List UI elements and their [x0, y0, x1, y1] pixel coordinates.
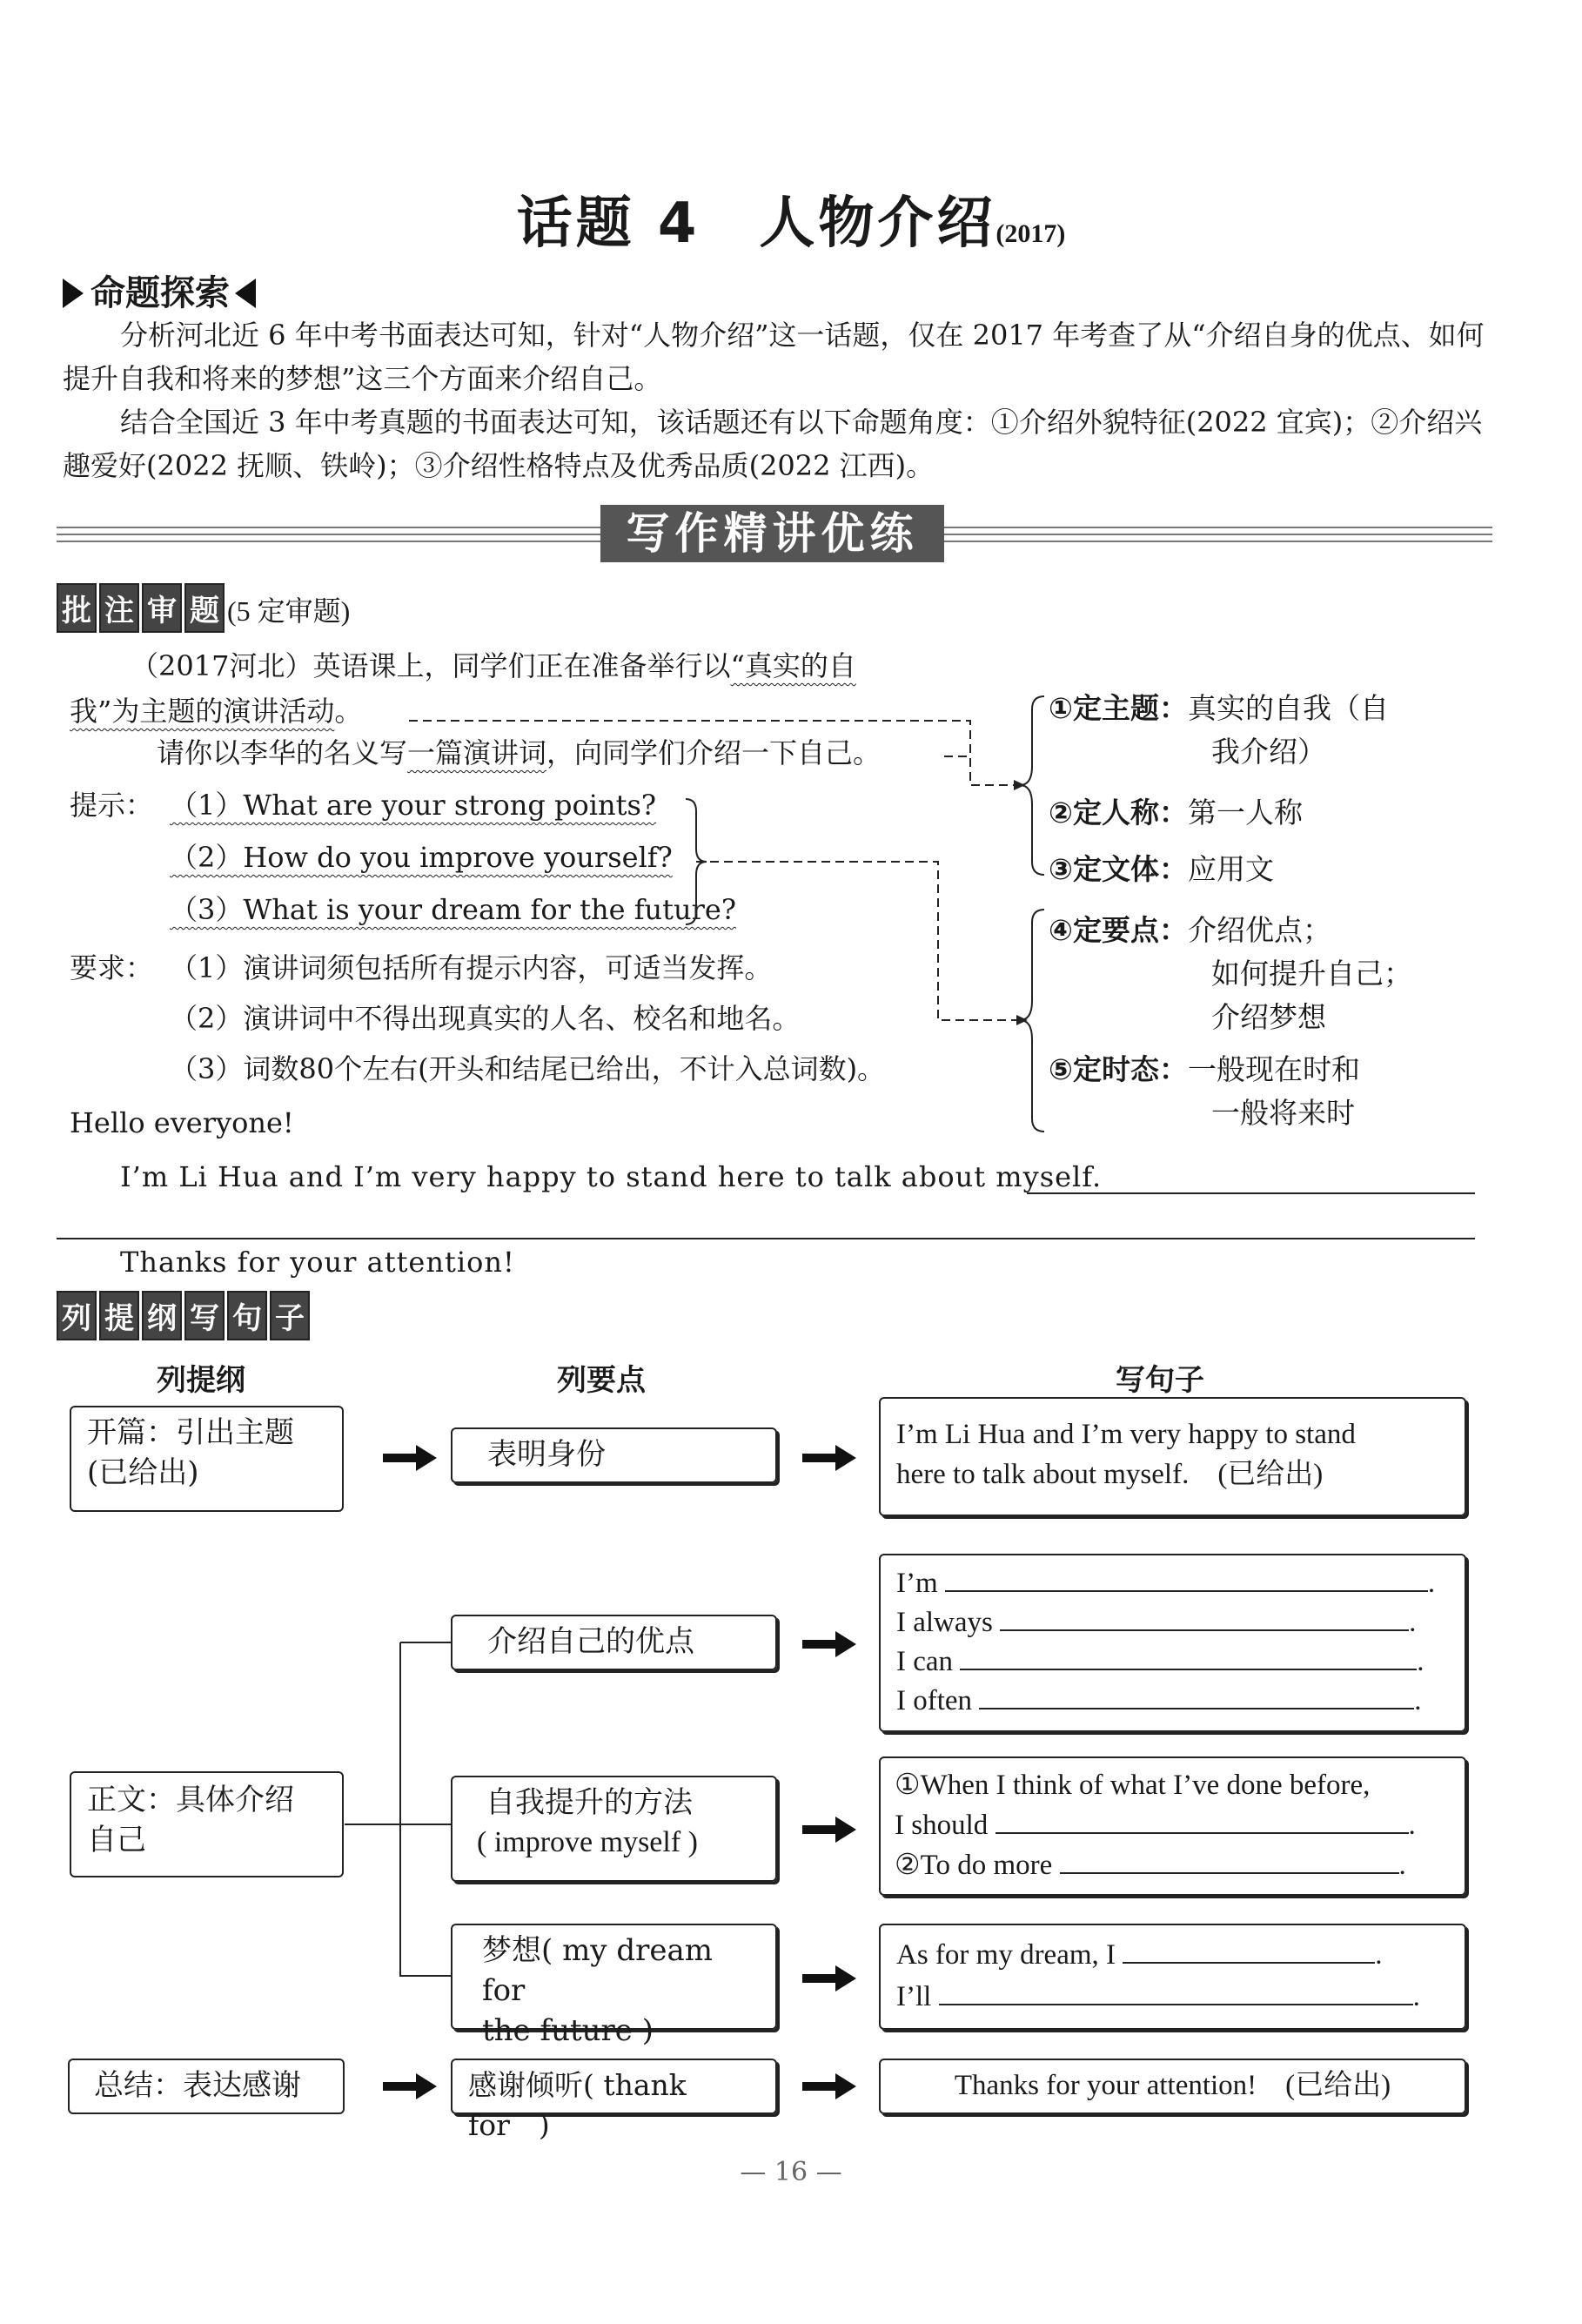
point-text: ( improve myself ): [477, 1826, 698, 1858]
outline-text: 正文：具体介绍: [87, 1783, 294, 1817]
period: .: [1398, 1850, 1406, 1881]
prompt-text: 。: [334, 695, 363, 728]
period: .: [1408, 1810, 1416, 1841]
sentence-starter: I often: [896, 1685, 973, 1716]
annotation-key: ④定要点：: [1049, 913, 1188, 947]
annotation-key: ③定文体：: [1049, 852, 1188, 886]
exploration-paragraph-1: 分析河北近 6 年中考书面表达可知，针对“人物介绍”这一话题，仅在 2017 年考查了从“介绍自身的优点、如何提升自我和将来的梦想”这三个方面来介绍自己。: [63, 319, 1485, 395]
tag-char: 提: [99, 1291, 139, 1340]
tag-char: 题: [184, 583, 225, 633]
page-number: — 16 —: [740, 2157, 842, 2187]
sentence-text: I’m Li Hua and I’m very happy to stand: [896, 1419, 1356, 1450]
sentence-starter: I always: [896, 1607, 993, 1638]
requirement-item: （3）词数80个左右(开头和结尾已给出，不计入总词数)。: [170, 1052, 886, 1085]
tag-char: 批: [57, 583, 97, 633]
annotation-key: ⑤定时态：: [1049, 1052, 1188, 1086]
hint-text: （2）How do you improve yourself?: [170, 841, 673, 874]
annotation-value: 介绍优点；: [1187, 913, 1331, 947]
annotation-value: 一般现在时和: [1187, 1052, 1360, 1086]
tag-char: 子: [270, 1291, 310, 1340]
arrow-right-icon: [383, 2073, 437, 2099]
prompt-genre: 一篇演讲词: [407, 736, 547, 769]
arrow-right-icon: [802, 2073, 856, 2099]
sentence-starter: I should: [895, 1810, 989, 1841]
point-text: 介绍自己的优点: [487, 1624, 694, 1659]
requirement-label: 要求：: [70, 951, 154, 984]
requirement-item: （1）演讲词须包括所有提示内容，可适当发挥。: [170, 951, 773, 984]
hint-label: 提示：: [70, 789, 154, 822]
closing-line: Thanks for your attention!: [120, 1246, 515, 1279]
period: .: [1412, 1981, 1420, 2012]
annotation-value: 真实的自我（自: [1187, 691, 1389, 725]
title-year: (2017): [995, 219, 1066, 248]
annotation-key: ②定人称：: [1049, 796, 1188, 830]
sentence-starter: I’ll: [896, 1981, 932, 2012]
sentence-starter: I’m: [896, 1568, 938, 1599]
point-text: 梦想( my dream for: [482, 1933, 713, 2008]
tag-subtitle: (5 定审题): [227, 595, 351, 627]
tag-char: 审: [142, 583, 182, 633]
hint-text: （1）What are your strong points?: [170, 789, 657, 822]
point-text: the future ): [482, 2013, 654, 2048]
sentence-starter: As for my dream, I: [896, 1939, 1116, 1971]
prompt-text: （2017河北）英语课上，同学们正在准备举行以: [131, 649, 731, 682]
tag-char: 纲: [142, 1291, 182, 1340]
tag-char: 句: [227, 1291, 267, 1340]
point-text: 表明身份: [487, 1437, 606, 1472]
hint-text: （3）What is your dream for the future?: [170, 893, 737, 926]
point-text: 感谢倾听( thank for ): [468, 2068, 687, 2142]
exploration-paragraph-2: 结合全国近 3 年中考真题的书面表达可知，该话题还有以下命题角度：①介绍外貌特征(2022 宜宾)；②介绍兴趣爱好(2022 抚顺、铁岭)；③介绍性格特点及优秀品质(2022 江西)。: [63, 406, 1483, 482]
point-text: 自我提升的方法: [486, 1785, 693, 1820]
prompt-text: 请你以李华的名义写: [157, 736, 408, 769]
tag-char: 列: [57, 1291, 97, 1340]
period: .: [1375, 1939, 1383, 1971]
tag-char: 写: [184, 1291, 225, 1340]
period: .: [1409, 1607, 1417, 1638]
annotation-points-3: 介绍梦想: [1211, 1000, 1326, 1034]
arrow-right-icon: [383, 1445, 437, 1471]
arrow-right-icon: [802, 1445, 856, 1471]
exploration-heading: 命题探索: [90, 273, 230, 313]
period: .: [1414, 1685, 1422, 1716]
banner-title: 写作精讲优练: [600, 505, 944, 562]
sentence-starter: I can: [896, 1646, 954, 1677]
prompt-topic-cont: 我”为主题的演讲活动: [70, 695, 335, 728]
prompt-text: ，向同学们介绍一下自己。: [546, 736, 881, 769]
annotation-key: ①定主题：: [1049, 691, 1188, 725]
sentence-text: here to talk about myself. (已给出): [896, 1459, 1324, 1490]
prompt-topic: “真实的自: [730, 649, 856, 682]
column-header-points: 列要点: [557, 1363, 646, 1398]
period: .: [1427, 1568, 1436, 1599]
outline-text: 开篇：引出主题: [87, 1415, 294, 1450]
arrow-right-icon: [802, 1817, 856, 1843]
sentence-text: Thanks for your attention! (已给出): [954, 2070, 1391, 2101]
sentence-starter: ①When I think of what I’ve done before,: [895, 1770, 1371, 1801]
annotation-points-2: 如何提升自己；: [1211, 957, 1412, 991]
outline-text: 总结：表达感谢: [94, 2068, 301, 2103]
arrow-right-icon: [802, 1965, 856, 1992]
tag-char: 注: [99, 583, 139, 633]
title-text: 话题 4 人物介绍: [516, 191, 996, 256]
annotation-value: 第一人称: [1187, 796, 1303, 830]
sentence-starter: ②To do more: [895, 1850, 1053, 1881]
outline-text: (已给出): [87, 1455, 199, 1490]
column-header-outline: 列提纲: [157, 1363, 245, 1398]
opening-line: Hello everyone!: [70, 1106, 294, 1139]
period: .: [1417, 1646, 1424, 1677]
outline-text: 自己: [87, 1823, 146, 1857]
annotation-value: 应用文: [1187, 852, 1274, 886]
requirement-item: （2）演讲词中不得出现真实的人名、校名和地名。: [170, 1002, 801, 1035]
given-sentence: I’m Li Hua and I’m very happy to stand here to talk about myself.: [120, 1160, 1103, 1193]
column-header-sentences: 写句子: [1116, 1363, 1204, 1398]
annotation-topic-cont: 我介绍）: [1211, 735, 1326, 769]
annotation-tense-2: 一般将来时: [1211, 1096, 1355, 1130]
arrow-right-icon: [802, 1631, 856, 1657]
